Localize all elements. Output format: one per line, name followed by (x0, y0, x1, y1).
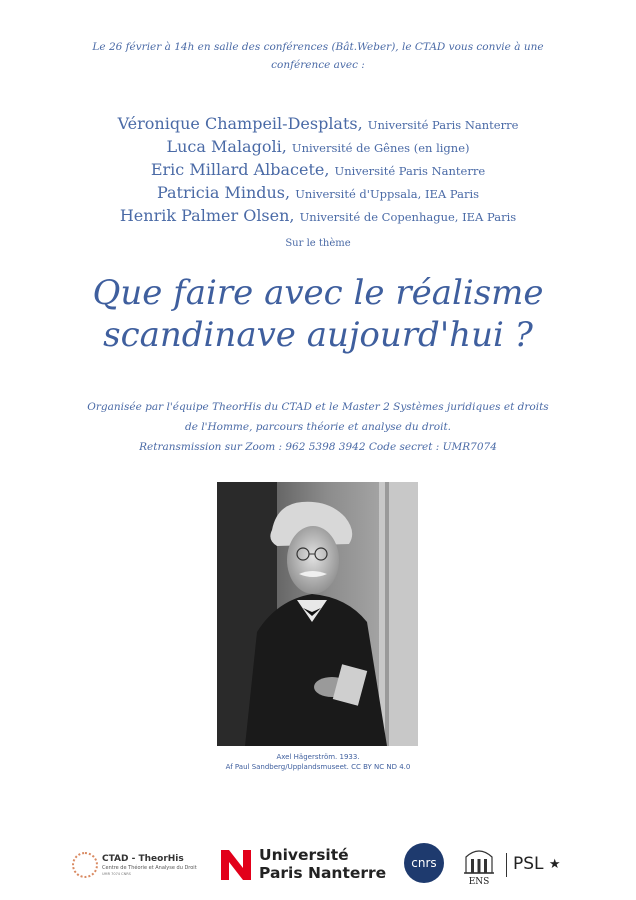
psl-logo (513, 853, 561, 876)
upn-line-2: Paris Nanterre (259, 864, 387, 882)
caption-line-2: Af Paul Sandberg/Upplandsmuseet. CC BY NC ND 4.0 (225, 763, 411, 771)
caption-line-1: Axel Hägerström. 1933. (276, 753, 360, 761)
ctad-title: CTAD - TheorHis (102, 854, 184, 864)
speaker-name: Luca Malagoli, (166, 137, 287, 156)
speaker-name: Véronique Champeil-Desplats, (117, 114, 363, 133)
ctad-logo (72, 850, 212, 880)
title-line-2: scandinave aujourd'hui ? (103, 315, 533, 355)
title-line-1: Que faire avec le réalisme (92, 273, 544, 313)
speaker-name: Eric Millard Albacete, (150, 160, 330, 179)
speaker-affiliation: Université d'Uppsala, IEA Paris (295, 187, 480, 201)
upn-wordmark (259, 846, 386, 882)
speaker-item (60, 136, 576, 159)
cnrs-logo (403, 842, 445, 884)
portrait-illustration (217, 482, 418, 746)
ens-building-icon (462, 845, 496, 875)
ens-text: ENS (468, 877, 490, 887)
theme-label: Sur le thème (285, 238, 351, 249)
psl-star-icon: ★ (548, 857, 561, 872)
upn-n-icon (219, 846, 253, 882)
psl-text: PSL (513, 854, 544, 874)
upn-line-1: Université (259, 846, 349, 864)
intro-text (90, 38, 546, 74)
zoom-info: Retransmission sur Zoom : 962 5398 3942 Code secret : UMR7074 (139, 441, 497, 453)
conference-title (40, 272, 596, 356)
speaker-item (60, 159, 576, 182)
intro-line-2: conférence avec : (271, 59, 365, 71)
speaker-list (60, 113, 576, 228)
photo-caption (160, 752, 476, 772)
speaker-affiliation: Université de Gênes (en ligne) (291, 141, 470, 155)
organization-line-2: de l'Homme, parcours théorie et analyse du droit. (184, 421, 452, 433)
psl-separator (506, 853, 507, 877)
organization-line-1: Organisée par l'équipe TheorHis du CTAD et le Master 2 Systèmes juridiques et droits (87, 401, 549, 413)
ctad-circle-icon (72, 852, 98, 878)
speaker-item (60, 182, 576, 205)
speaker-item (60, 113, 576, 136)
ctad-subtitle: Centre de Théorie et Analyse du Droit (102, 865, 197, 871)
speaker-name: Patricia Mindus, (156, 183, 291, 202)
paris-nanterre-logo (219, 841, 389, 885)
organization-text (70, 397, 566, 457)
intro-line-1: Le 26 février à 14h en salle des conférences (Bât.Weber), le CTAD vous convie à une (92, 41, 544, 53)
portrait-photo (217, 482, 418, 746)
speaker-item (60, 205, 576, 228)
speaker-affiliation: Université de Copenhague, IEA Paris (299, 210, 517, 224)
speaker-affiliation: Université Paris Nanterre (334, 164, 486, 178)
cnrs-text: cnrs (411, 856, 437, 870)
speaker-name: Henrik Palmer Olsen, (119, 206, 295, 225)
speaker-affiliation: Université Paris Nanterre (367, 118, 519, 132)
partner-logos (0, 835, 636, 895)
ctad-small: UMR 7074 CNRS (102, 872, 131, 876)
ens-logo (462, 845, 502, 893)
